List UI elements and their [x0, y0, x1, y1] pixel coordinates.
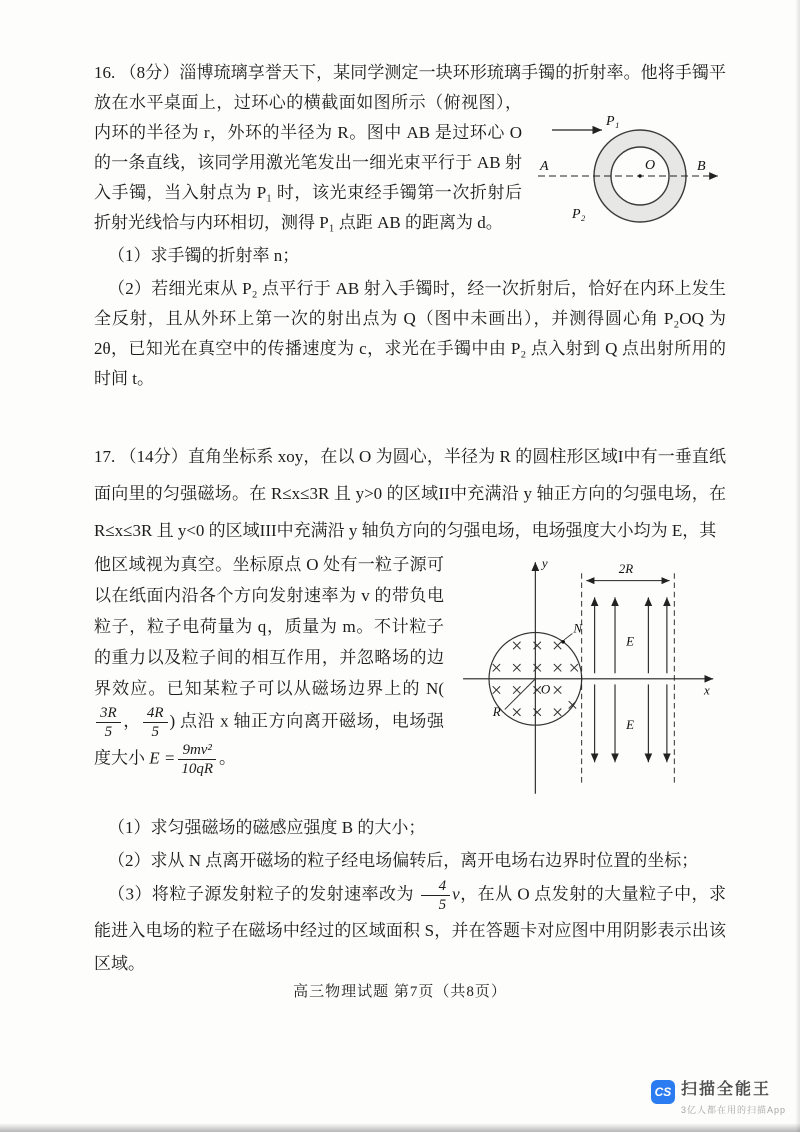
width-label: 2R — [618, 561, 634, 577]
n-coordinate-fraction-x: $\frac{3R}{5}$ — [96, 704, 121, 741]
q16-item-2: （2）若细光束从 P₂ 点平行于 AB 射入手镯时，经一次折射后，恰好在内环上发生全反射，且从外环上第一次的射出点为 Q（图中未画出），并测得圆心角 P₂OQ 为 2θ，已知光在真空中的传播速度为 c，求光在手镯中由 P₂ 点入射到 Q 点出射所用的时间 t。 — [94, 279, 726, 388]
q17-items — [94, 805, 726, 980]
scan-edge-bottom — [0, 1123, 800, 1132]
e-lower-label: E — [626, 716, 635, 732]
e-formula-end: 。 — [219, 748, 237, 768]
q17-item-1: （1）求匀强磁场的磁感应强度 B 的大小； — [108, 818, 426, 837]
scan-edge-right — [795, 0, 800, 1132]
scanner-app-tagline: 3亿人都在用的扫描App — [680, 1105, 786, 1115]
center-point — [638, 174, 641, 177]
speed-variable: v — [452, 884, 460, 904]
e-upper-label: E — [626, 633, 635, 649]
n-coordinate-fraction-y: $\frac{4R}{5}$ — [143, 704, 168, 741]
n-coordinate-separator: ， — [122, 711, 141, 731]
q17-figure — [454, 551, 726, 803]
q16-intro — [94, 58, 726, 238]
label-a: A — [540, 159, 549, 174]
q17-body — [94, 549, 726, 778]
page-footer: 高三物理试题 第7页（共8页） — [293, 984, 507, 1000]
label-p2: P₂ — [572, 207, 586, 222]
q17-body-text-a: 他区域视为真空。坐标原点 O 处有一粒子源可以在纸面内沿各个方向发射速率为 v 的带负电粒子，粒子电荷量为 q，质量为 m。不计粒子的重力以及粒子间的相互作用，并忽略场的边界效应。已知某粒子可以从磁场边界上的 N( — [94, 555, 444, 698]
question-16 — [94, 58, 726, 394]
label-p1: P₁ — [606, 114, 620, 129]
point-n-pointer — [564, 633, 572, 639]
label-o: O — [645, 158, 656, 173]
y-axis-label: y — [541, 555, 548, 571]
q17-item-3-text-b: ，在从 O 点发射的大量粒子中，求能进入电场的粒子在磁场中经过的区域面积 S，并在答题卡对应图中用阴影表示出该区域。 — [94, 884, 727, 973]
speed-fraction: $\frac{4}{5}$ — [421, 877, 451, 914]
q16-item-1: （1）求手镯的折射率 n； — [108, 246, 300, 265]
e-formula-lhs: E = — [149, 748, 176, 768]
x-axis-label: x — [703, 682, 710, 698]
q17-item-3 — [94, 877, 726, 980]
point-n — [561, 640, 565, 644]
scanner-watermark-text — [681, 1080, 786, 1116]
scanner-watermark — [651, 1080, 786, 1116]
q16-figure — [530, 90, 726, 240]
e-formula-fraction: $\frac{\text{9mv²}}{10qR}$ — [177, 741, 217, 778]
origin-label: O — [540, 681, 551, 697]
point-n-label: N — [573, 620, 582, 636]
q16-figure-svg — [530, 90, 726, 240]
q17-item-3-text-a: （3）将粒子源发射粒子的发射速率改为 — [108, 884, 419, 904]
label-b: B — [697, 159, 706, 174]
scanner-app-logo-icon: CS — [651, 1080, 675, 1104]
q17-figure-svg — [454, 551, 726, 803]
q17-intro: 17. （14分）直角坐标系 xoy，在以 O 为圆心，半径为 R 的圆柱形区域I中有一垂直纸面向里的匀强磁场。在 R≤x≤3R 且 y>0 的区域II中充满沿 y 轴正方向的匀强电场，在 R≤x≤3R 且 y<0 的区域III中充满沿 y 轴负方向的匀强电场，电场强度大小均为 E，其 — [94, 447, 726, 540]
scanner-app-name: 扫描全能王 — [680, 1081, 771, 1099]
q17-body-text-b: ) 点沿 x 轴正方向离开磁场，电场强度大小 — [94, 711, 444, 768]
question-17 — [94, 438, 726, 980]
radius-label: R — [492, 703, 501, 719]
q17-item-2: （2）求从 N 点离开磁场的粒子经电场偏转后，离开电场右边界时位置的坐标； — [108, 851, 699, 870]
q16-intro-text-b: 在水平桌面上，过环心的横截面如图所示（俯视图），内环的半径为 r，外环的半径为 R。图中 AB 是过环心 O 的一条直线，该同学用激光笔发出一细光束平行于 AB 射入手镯，当入射点为 P₁ 时，该光束经手镯第一次折射后折射光线恰与内环相切，测得 P₁ 点距 AB 的距离为 d。 — [94, 93, 523, 232]
radius-line — [505, 679, 536, 710]
q16-intro-text-a: 16. （8分）淄博琉璃享誉天下，某同学测定一块环形琉璃手镯的折射率。他将手镯平放 — [94, 63, 726, 112]
